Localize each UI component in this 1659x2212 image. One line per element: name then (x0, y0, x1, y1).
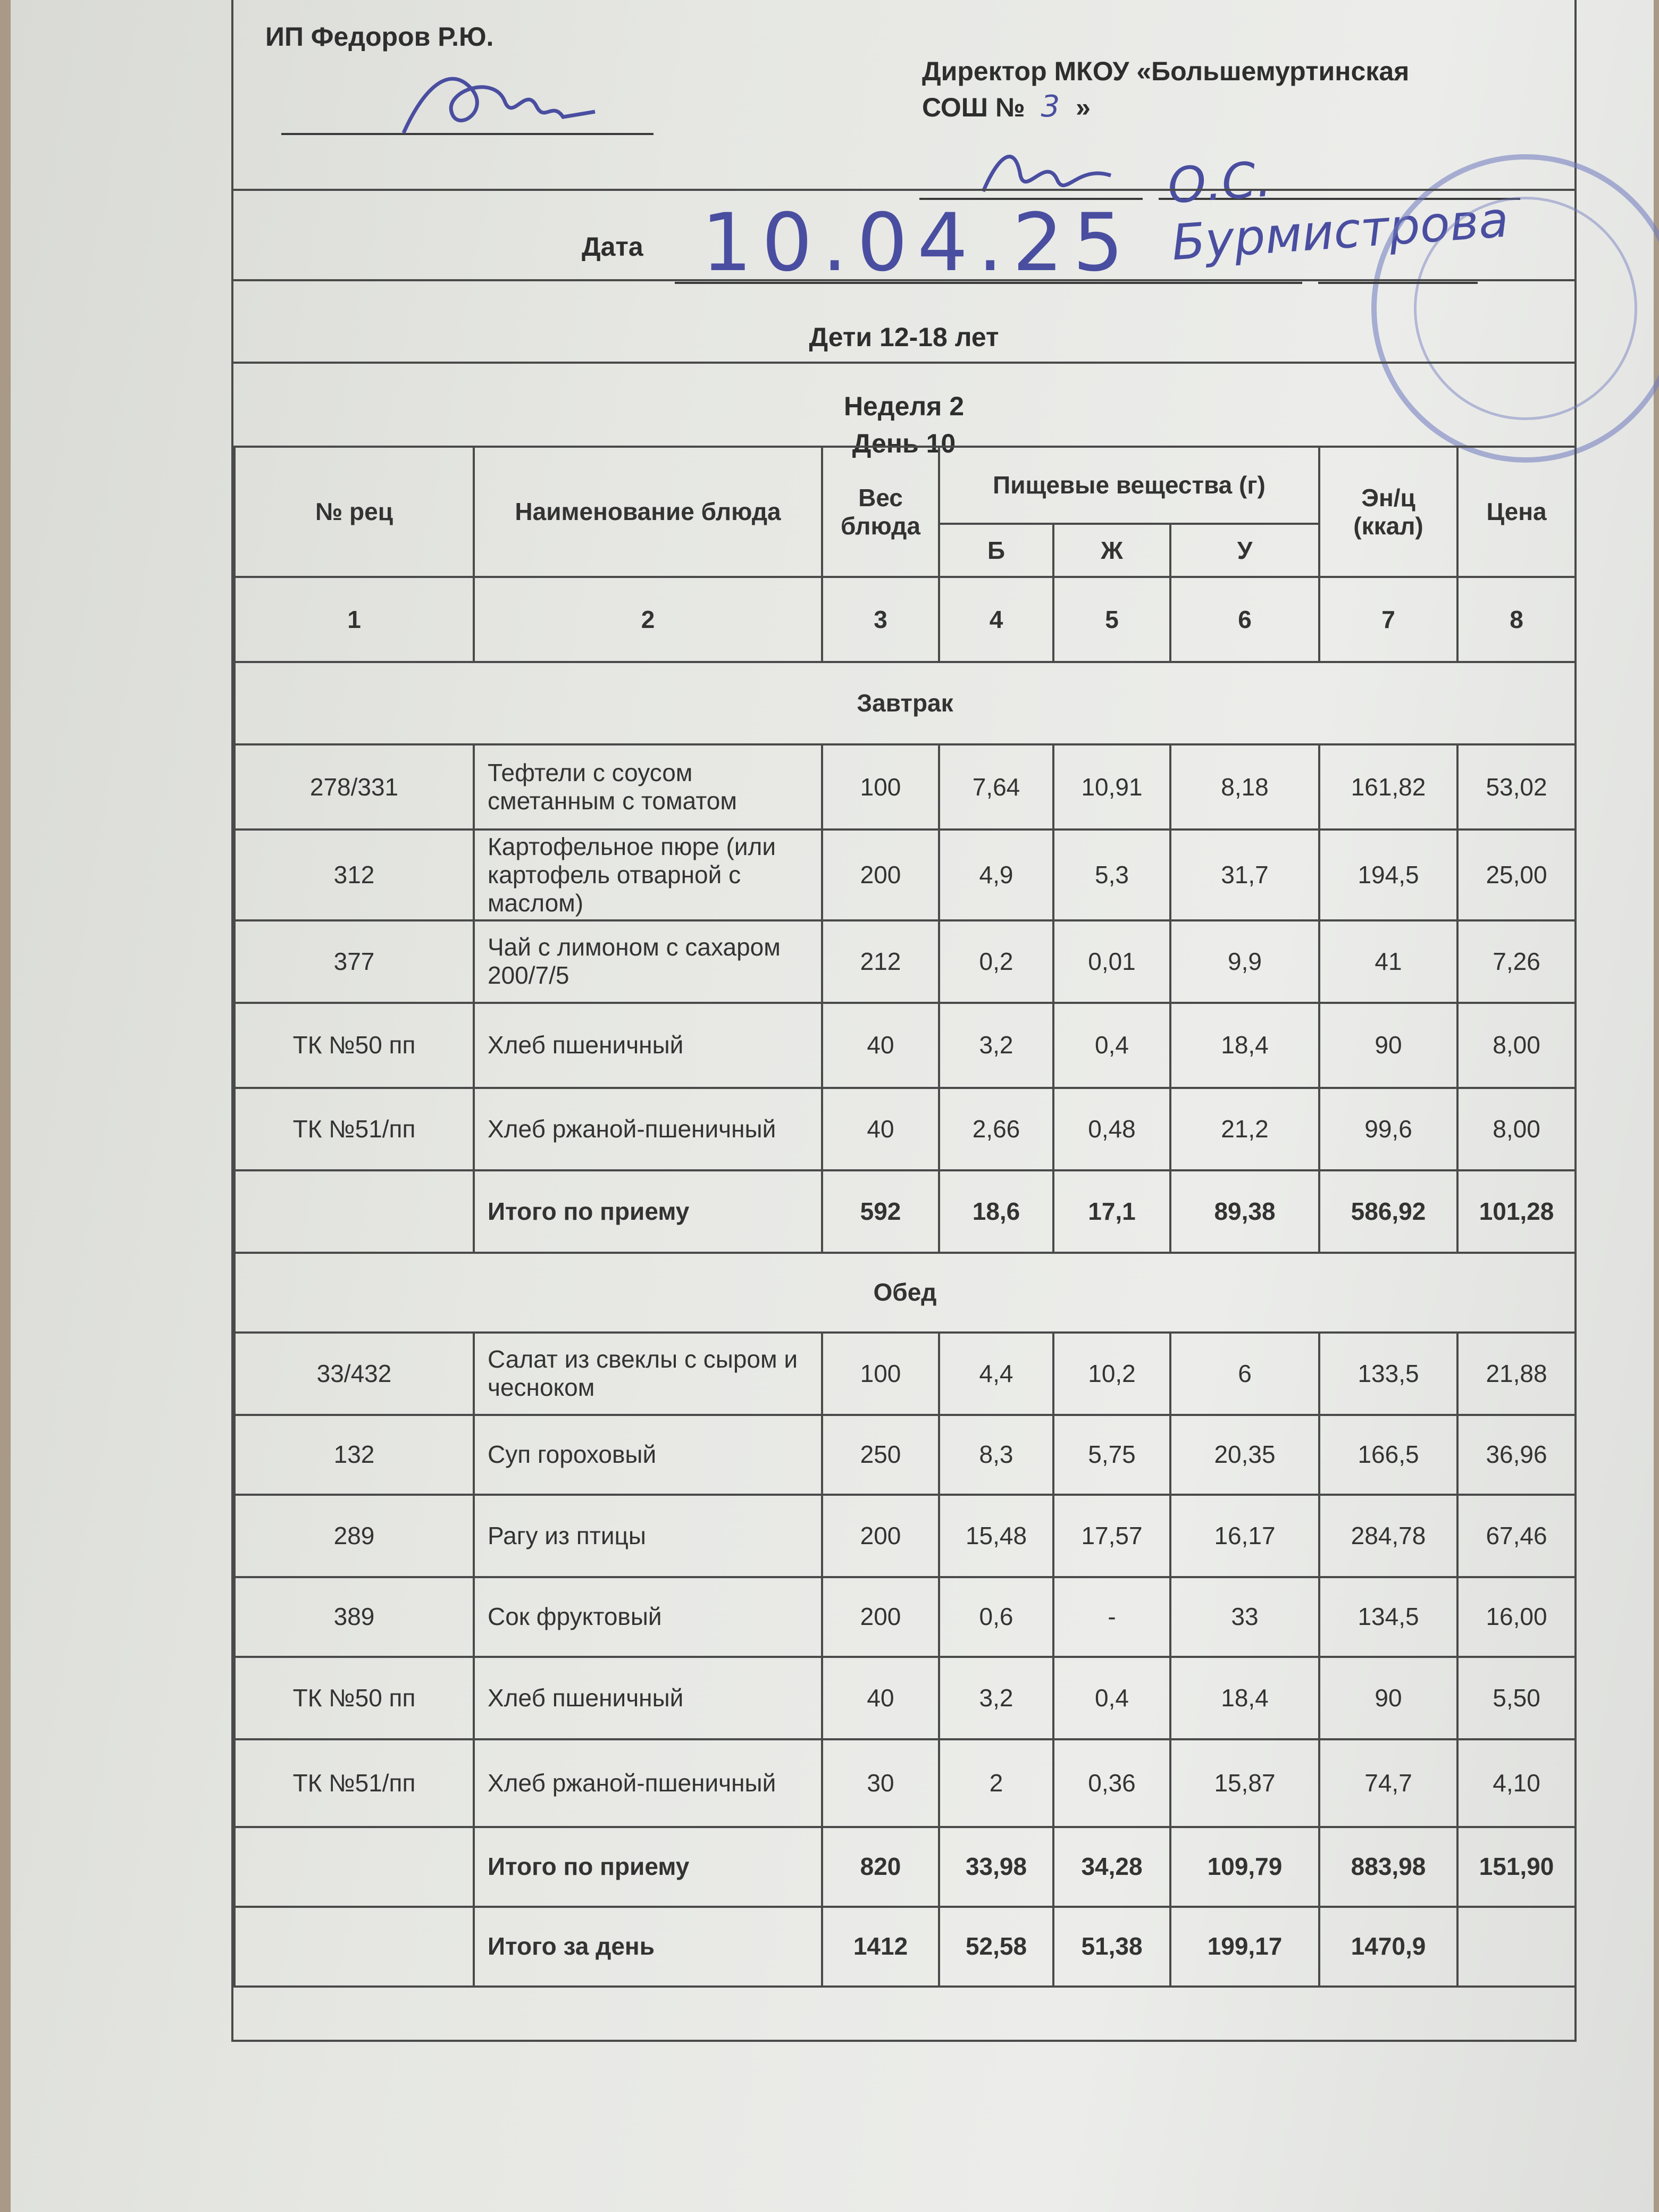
col-weight: Вес блюда (822, 447, 939, 577)
cell-dish: Хлеб ржаной-пшеничный (474, 1739, 822, 1827)
column-number: 6 (1170, 577, 1319, 662)
cell-carbs: 33 (1170, 1577, 1319, 1657)
cell-recipe: 312 (234, 830, 474, 920)
cell-carbs: 18,4 (1170, 1003, 1319, 1088)
cell-recipe: ТК №51/пп (234, 1739, 474, 1827)
age-group: Дети 12-18 лет (809, 322, 999, 352)
cell-recipe: ТК №51/пп (234, 1088, 474, 1170)
cell-carbs: 6 (1170, 1333, 1319, 1415)
table-row (234, 1495, 1576, 1577)
director-school (922, 89, 1091, 124)
cell-fat: 0,01 (1053, 920, 1170, 1003)
cell-protein: 4,9 (939, 830, 1053, 920)
total-protein: 18,6 (939, 1170, 1053, 1253)
date-line-extra (1318, 282, 1478, 284)
cell-recipe: ТК №50 пп (234, 1003, 474, 1088)
total-fat: 34,28 (1053, 1827, 1170, 1907)
column-number: 8 (1457, 577, 1576, 662)
cell-energy: 161,82 (1319, 744, 1457, 830)
paper-sheet (11, 0, 1654, 2212)
total-carbs: 89,38 (1170, 1170, 1319, 1253)
cell-protein: 8,3 (939, 1415, 1053, 1495)
cell-protein: 3,2 (939, 1003, 1053, 1088)
col-recipe-no: № рец (234, 447, 474, 577)
table-row (234, 744, 1576, 830)
total-carbs: 109,79 (1170, 1827, 1319, 1907)
cell-protein: 0,2 (939, 920, 1053, 1003)
section-breakfast (234, 662, 1576, 744)
cell-weight: 100 (822, 1333, 939, 1415)
col-energy: Эн/ц (ккал) (1319, 447, 1457, 577)
cell-dish: Рагу из птицы (474, 1495, 822, 1577)
cell-energy: 133,5 (1319, 1333, 1457, 1415)
cell-carbs: 20,35 (1170, 1415, 1319, 1495)
cell-fat: 10,2 (1053, 1333, 1170, 1415)
cell-energy: 90 (1319, 1003, 1457, 1088)
day-total-energy: 1470,9 (1319, 1907, 1457, 1987)
cell-fat: 0,36 (1053, 1739, 1170, 1827)
cell-fat: 10,91 (1053, 744, 1170, 830)
director-name: О.С. Бурмистрова (1166, 150, 1511, 272)
day-total-protein: 52,58 (939, 1907, 1053, 1987)
day-total-label: Итого за день (474, 1907, 822, 1987)
cell-energy: 194,5 (1319, 830, 1457, 920)
stamp-inner-ring (1414, 197, 1637, 420)
cell-recipe: 377 (234, 920, 474, 1003)
cell-weight: 200 (822, 830, 939, 920)
director-signature-icon (973, 133, 1121, 202)
cell-price: 8,00 (1457, 1003, 1576, 1088)
total-price: 151,90 (1457, 1827, 1576, 1907)
total-label: Итого по приему (474, 1170, 822, 1253)
cell-protein: 7,64 (939, 744, 1053, 830)
supplier-signature-icon (393, 53, 616, 149)
menu-document (231, 0, 1577, 2042)
table-row (234, 830, 1576, 920)
cell-dish: Хлеб пшеничный (474, 1003, 822, 1088)
cell-recipe: 278/331 (234, 744, 474, 830)
table-row (234, 920, 1576, 1003)
cell-weight: 200 (822, 1495, 939, 1577)
table-row (234, 1415, 1576, 1495)
cell-carbs: 9,9 (1170, 920, 1319, 1003)
day-total-row (234, 1907, 1576, 1987)
cell-dish: Салат из свеклы с сыром и чесноком (474, 1333, 822, 1415)
cell-recipe: ТК №50 пп (234, 1657, 474, 1739)
day-label: День 10 (852, 429, 956, 458)
cell-weight: 200 (822, 1577, 939, 1657)
total-energy: 586,92 (1319, 1170, 1457, 1253)
cell-carbs: 31,7 (1170, 830, 1319, 920)
cell-weight: 250 (822, 1415, 939, 1495)
cell-energy: 284,78 (1319, 1495, 1457, 1577)
cell-energy: 90 (1319, 1657, 1457, 1739)
cell-fat: 5,75 (1053, 1415, 1170, 1495)
cell-recipe: 33/432 (234, 1333, 474, 1415)
col-carbs: У (1170, 524, 1319, 577)
school-suffix: » (1076, 93, 1091, 122)
total-weight: 592 (822, 1170, 939, 1253)
divider (233, 189, 1574, 191)
table-row (234, 1003, 1576, 1088)
cell-weight: 30 (822, 1739, 939, 1827)
cell-price: 67,46 (1457, 1495, 1576, 1577)
cell-recipe: 289 (234, 1495, 474, 1577)
col-nutrients: Пищевые вещества (г) (939, 447, 1319, 524)
table-row (234, 1657, 1576, 1739)
cell-price: 7,26 (1457, 920, 1576, 1003)
day-total-fat: 51,38 (1053, 1907, 1170, 1987)
col-dish-name: Наименование блюда (474, 447, 822, 577)
director-title: Директор МКОУ «Большемуртинская (922, 56, 1410, 86)
date-label: Дата (582, 232, 643, 262)
column-number-row (234, 577, 1576, 662)
column-number: 3 (822, 577, 939, 662)
cell-energy: 99,6 (1319, 1088, 1457, 1170)
date-value: 10.04.25 (701, 197, 1133, 289)
cell-energy: 166,5 (1319, 1415, 1457, 1495)
cell-dish: Картофельное пюре (или картофель отварной с маслом) (474, 830, 822, 920)
col-protein: Б (939, 524, 1053, 577)
cell-price: 36,96 (1457, 1415, 1576, 1495)
section-title: Завтрак (234, 662, 1576, 744)
section-title: Обед (234, 1253, 1576, 1333)
cell-fat: - (1053, 1577, 1170, 1657)
column-number: 4 (939, 577, 1053, 662)
cell-empty (234, 1170, 474, 1253)
cell-weight: 40 (822, 1088, 939, 1170)
cell-recipe: 132 (234, 1415, 474, 1495)
table-header-row (234, 447, 1576, 524)
day-total-price (1457, 1907, 1576, 1987)
col-fat: Ж (1053, 524, 1170, 577)
cell-fat: 0,4 (1053, 1657, 1170, 1739)
column-number: 7 (1319, 577, 1457, 662)
total-protein: 33,98 (939, 1827, 1053, 1907)
col-price: Цена (1457, 447, 1576, 577)
column-number: 2 (474, 577, 822, 662)
day-total-carbs: 199,17 (1170, 1907, 1319, 1987)
total-energy: 883,98 (1319, 1827, 1457, 1907)
cell-dish: Хлеб пшеничный (474, 1657, 822, 1739)
table-row (234, 1088, 1576, 1170)
cell-protein: 4,4 (939, 1333, 1053, 1415)
table-row (234, 1333, 1576, 1415)
cell-weight: 40 (822, 1003, 939, 1088)
cell-price: 8,00 (1457, 1088, 1576, 1170)
cell-protein: 0,6 (939, 1577, 1053, 1657)
cell-empty (234, 1827, 474, 1907)
school-prefix: СОШ № (922, 93, 1025, 122)
cell-carbs: 18,4 (1170, 1657, 1319, 1739)
menu-table (233, 446, 1577, 1988)
table-row (234, 1577, 1576, 1657)
total-weight: 820 (822, 1827, 939, 1907)
cell-energy: 74,7 (1319, 1739, 1457, 1827)
cell-price: 16,00 (1457, 1577, 1576, 1657)
cell-dish: Тефтели с соусом сметанным с томатом (474, 744, 822, 830)
lunch-total-row (234, 1827, 1576, 1907)
cell-protein: 2 (939, 1739, 1053, 1827)
table-row (234, 1739, 1576, 1827)
cell-price: 4,10 (1457, 1739, 1576, 1827)
cell-dish: Хлеб ржаной-пшеничный (474, 1088, 822, 1170)
cell-carbs: 21,2 (1170, 1088, 1319, 1170)
cell-fat: 0,4 (1053, 1003, 1170, 1088)
section-lunch (234, 1253, 1576, 1333)
cell-energy: 134,5 (1319, 1577, 1457, 1657)
cell-fat: 5,3 (1053, 830, 1170, 920)
divider (233, 279, 1574, 281)
school-number: 3 (1041, 89, 1060, 124)
cell-weight: 100 (822, 744, 939, 830)
cell-price: 53,02 (1457, 744, 1576, 830)
cell-recipe: 389 (234, 1577, 474, 1657)
cell-protein: 2,66 (939, 1088, 1053, 1170)
cell-carbs: 15,87 (1170, 1739, 1319, 1827)
cell-dish: Чай с лимоном с сахаром 200/7/5 (474, 920, 822, 1003)
cell-dish: Суп гороховый (474, 1415, 822, 1495)
cell-fat: 0,48 (1053, 1088, 1170, 1170)
divider (233, 362, 1574, 364)
total-price: 101,28 (1457, 1170, 1576, 1253)
cell-price: 25,00 (1457, 830, 1576, 920)
total-fat: 17,1 (1053, 1170, 1170, 1253)
cell-carbs: 8,18 (1170, 744, 1319, 830)
cell-empty (234, 1907, 474, 1987)
supplier-name: ИП Федоров Р.Ю. (265, 22, 494, 52)
column-number: 1 (234, 577, 474, 662)
week-label: Неделя 2 (843, 391, 965, 421)
cell-price: 21,88 (1457, 1333, 1576, 1415)
breakfast-total-row (234, 1170, 1576, 1253)
cell-weight: 212 (822, 920, 939, 1003)
cell-fat: 17,57 (1053, 1495, 1170, 1577)
cell-dish: Сок фруктовый (474, 1577, 822, 1657)
day-total-weight: 1412 (822, 1907, 939, 1987)
cell-carbs: 16,17 (1170, 1495, 1319, 1577)
total-label: Итого по приему (474, 1827, 822, 1907)
cell-price: 5,50 (1457, 1657, 1576, 1739)
cell-weight: 40 (822, 1657, 939, 1739)
cell-energy: 41 (1319, 920, 1457, 1003)
cell-protein: 3,2 (939, 1657, 1053, 1739)
column-number: 5 (1053, 577, 1170, 662)
cell-protein: 15,48 (939, 1495, 1053, 1577)
